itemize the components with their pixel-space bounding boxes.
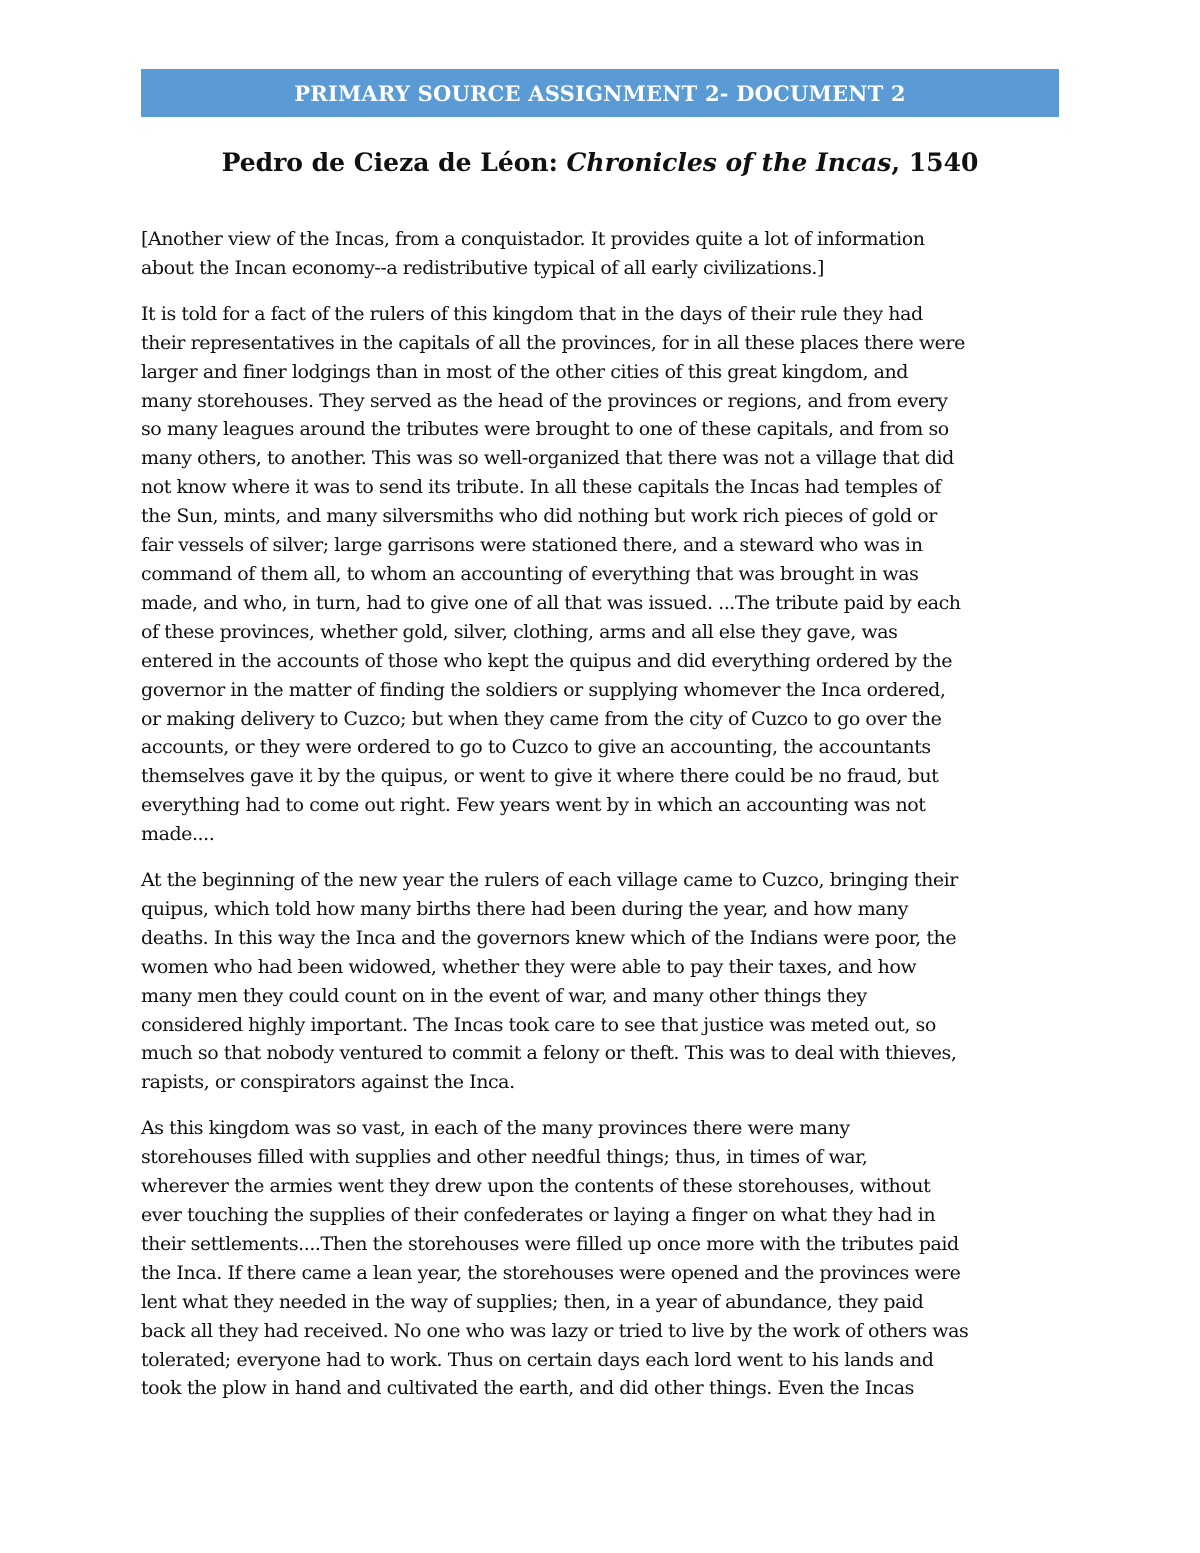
paragraph: [141, 225, 1059, 283]
text-line: [Another view of the Incas, from a conquistador. It provides quite a lot of information: [141, 228, 925, 250]
text-line: fair vessels of silver; large garrisons were stationed there, and a steward who was in: [141, 534, 923, 557]
text-line: command of them all, to whom an accounting of everything that was brought in was: [141, 562, 919, 585]
text-line: quipus, which told how many births there had been during the year, and how many: [141, 897, 909, 920]
text-line: the Inca. If there came a lean year, the storehouses were opened and the provinces were: [141, 1261, 961, 1284]
text-line: the Sun, mints, and many silversmiths who did nothing but work rich pieces of gold or: [141, 505, 937, 528]
text-line: so many leagues around the tributes were brought to one of these capitals, and from so: [141, 418, 949, 441]
text-line: themselves gave it by the quipus, or went to give it where there could be no fraud, but: [141, 765, 939, 788]
text-line: their settlements....Then the storehouses were filled up once more with the tributes paid: [141, 1232, 959, 1255]
text-line: about the Incan economy--a redistributive typical of all early civilizations.]: [141, 256, 824, 279]
header-banner: [141, 69, 1059, 117]
title-work: Chronicles of the Incas: [566, 148, 892, 177]
text-line: deaths. In this way the Inca and the governors knew which of the Indians were poor, the: [141, 926, 957, 949]
text-line: of these provinces, whether gold, silver, clothing, arms and all else they gave, was: [141, 620, 898, 643]
paragraph: [141, 866, 1059, 1097]
text-line: governor in the matter of finding the soldiers or supplying whomever the Inca ordered,: [141, 678, 946, 701]
text-line: women who had been widowed, whether they were able to pay their taxes, and how: [141, 955, 917, 978]
text-line: took the plow in hand and cultivated the earth, and did other things. Even the Incas: [141, 1377, 914, 1400]
text-line: considered highly important. The Incas took care to see that justice was meted out, so: [141, 1013, 936, 1036]
document-title: [141, 143, 1059, 183]
text-line: made, and who, in turn, had to give one of all that was issued. ...The tribute paid by each: [141, 591, 961, 614]
title-author: Pedro de Cieza de Léon:: [221, 148, 567, 177]
text-line: storehouses filled with supplies and other needful things; thus, in times of war,: [141, 1146, 868, 1169]
text-line: many others, to another. This was so well-organized that there was not a village that did: [141, 447, 954, 470]
paragraph: [141, 1114, 1059, 1403]
text-line: or making delivery to Cuzco; but when they came from the city of Cuzco to go over the: [141, 707, 942, 730]
text-line: As this kingdom was so vast, in each of the many provinces there were many: [141, 1117, 850, 1140]
paragraph: [141, 300, 1059, 849]
text-line: lent what they needed in the way of supplies; then, in a year of abundance, they paid: [141, 1290, 924, 1313]
text-line: rapists, or conspirators against the Inca.: [141, 1071, 515, 1094]
text-line: back all they had received. No one who was lazy or tried to live by the work of others was: [141, 1319, 969, 1342]
text-line: accounts, or they were ordered to go to Cuzco to give an accounting, the accountants: [141, 736, 931, 759]
text-line: larger and finer lodgings than in most of the other cities of this great kingdom, and: [141, 360, 909, 383]
text-line: At the beginning of the new year the rulers of each village came to Cuzco, bringing their: [141, 869, 958, 892]
text-line: wherever the armies went they drew upon the contents of these storehouses, without: [141, 1175, 931, 1198]
text-line: ever touching the supplies of their confederates or laying a finger on what they had in: [141, 1204, 936, 1226]
title-year: , 1540: [891, 148, 979, 177]
text-line: much so that nobody ventured to commit a felony or theft. This was to deal with thieves,: [141, 1042, 957, 1065]
text-line: not know where it was to send its tribute. In all these capitals the Incas had temples of: [141, 476, 941, 499]
document-body: [141, 225, 1059, 1420]
text-line: It is told for a fact of the rulers of this kingdom that in the days of their rule they had: [141, 302, 923, 325]
text-line: many men they could count on in the event of war, and many other things they: [141, 984, 867, 1007]
text-line: entered in the accounts of those who kept the quipus and did everything ordered by the: [141, 649, 953, 672]
text-line: made....: [141, 823, 215, 846]
text-line: everything had to come out right. Few years went by in which an accounting was not: [141, 794, 926, 817]
text-line: tolerated; everyone had to work. Thus on certain days each lord went to his lands and: [141, 1348, 934, 1371]
text-line: many storehouses. They served as the head of the provinces or regions, and from every: [141, 389, 948, 412]
banner-title: PRIMARY SOURCE ASSIGNMENT 2- DOCUMENT 2: [294, 80, 906, 106]
text-line: their representatives in the capitals of all the provinces, for in all these places there were: [141, 331, 965, 354]
